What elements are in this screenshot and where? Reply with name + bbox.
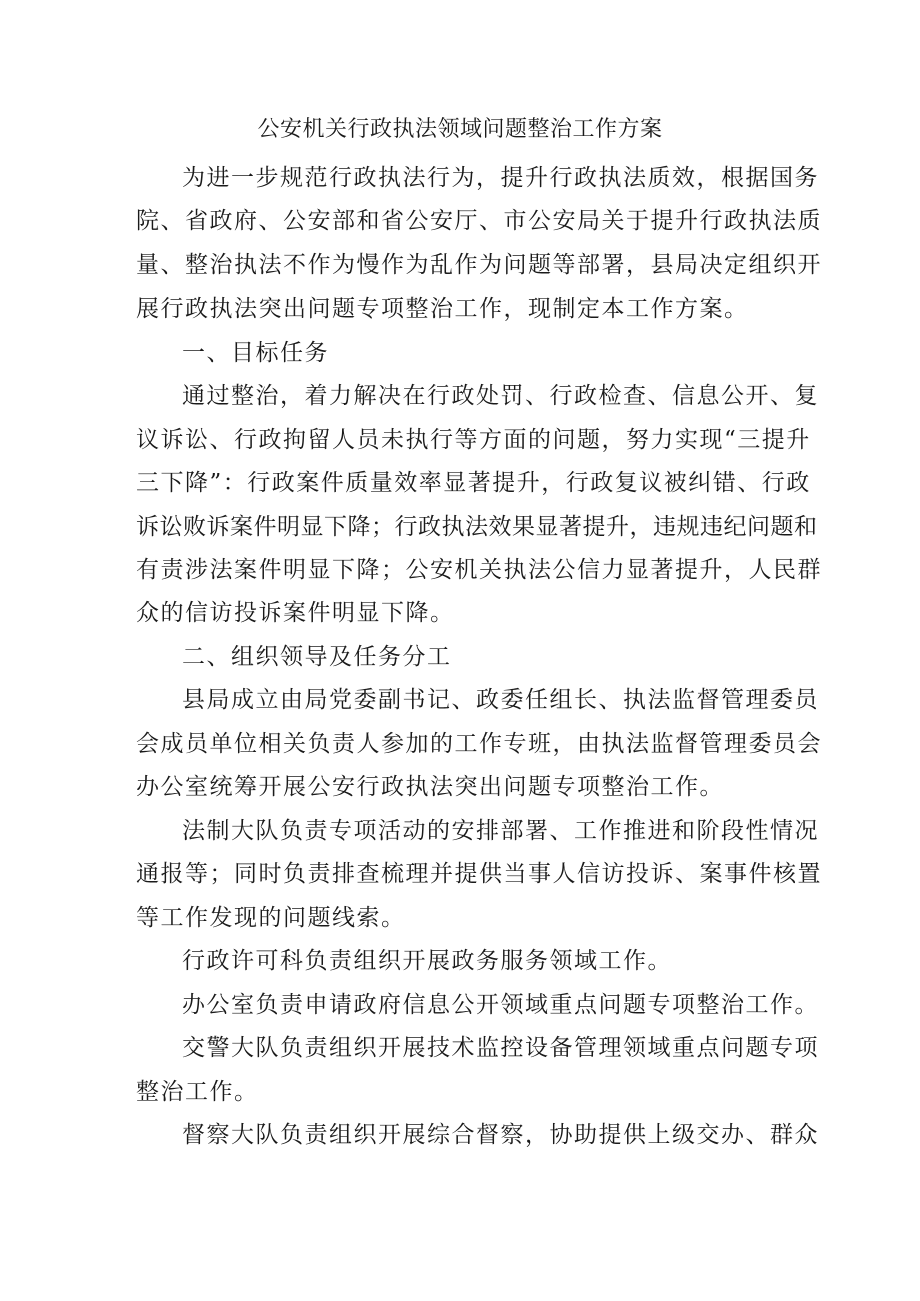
paragraph-line: 有责涉法案件明显下降；公安机关执法公信力显著提升，人民群: [136, 557, 822, 583]
section-heading: 二、组织领导及任务分工: [182, 644, 452, 670]
paragraph-line: 交警大队负责组织开展技术监控设备管理领域重点问题专项: [182, 1035, 819, 1061]
paragraph-line: 为进一步规范行政执法行为，提升行政执法质效，根据国务: [182, 165, 819, 191]
paragraph-line: 通报等；同时负责排查梳理并提供当事人信访投诉、案事件核置: [136, 861, 822, 887]
paragraph-line: 展行政执法突出问题专项整治工作，现制定本工作方案。: [136, 296, 749, 322]
paragraph-line: 等工作发现的问题线索。: [136, 905, 406, 931]
paragraph-line: 整治工作。: [136, 1079, 259, 1105]
paragraph-line: 院、省政府、公安部和省公安厅、市公安局关于提升行政执法质: [136, 208, 822, 234]
paragraph-line: 议诉讼、行政拘留人员未执行等方面的问题，努力实现“三提升: [136, 427, 811, 453]
paragraph-line: 量、整治执法不作为慢作为乱作为问题等部署，县局决定组织开: [136, 252, 822, 278]
paragraph-line: 法制大队负责专项活动的安排部署、工作推进和阶段性情况: [182, 818, 819, 844]
document-title: 公安机关行政执法领域问题整治工作方案: [257, 117, 663, 142]
paragraph-line: 通过整治，着力解决在行政处罚、行政检查、信息公开、复: [182, 383, 819, 409]
paragraph-line: 三下降”：行政案件质量效率显著提升，行政复议被纠错、行政: [136, 470, 811, 496]
paragraph-line: 办公室统筹开展公安行政执法突出问题专项整治工作。: [136, 774, 724, 800]
paragraph-line: 督察大队负责组织开展综合督察，协助提供上级交办、群众: [182, 1122, 819, 1148]
section-heading: 一、目标任务: [182, 340, 329, 366]
paragraph-line: 会成员单位相关负责人参加的工作专班，由执法监督管理委员会: [136, 731, 822, 757]
paragraph-line: 诉讼败诉案件明显下降；行政执法效果显著提升，违规违纪问题和: [136, 514, 818, 540]
paragraph-line: 县局成立由局党委副书记、政委任组长、执法监督管理委员: [182, 687, 819, 713]
paragraph-line: 办公室负责申请政府信息公开领域重点问题专项整治工作。: [182, 992, 819, 1018]
paragraph-line: 行政许可科负责组织开展政务服务领域工作。: [182, 948, 672, 974]
paragraph-line: 众的信访投诉案件明显下降。: [136, 600, 455, 626]
